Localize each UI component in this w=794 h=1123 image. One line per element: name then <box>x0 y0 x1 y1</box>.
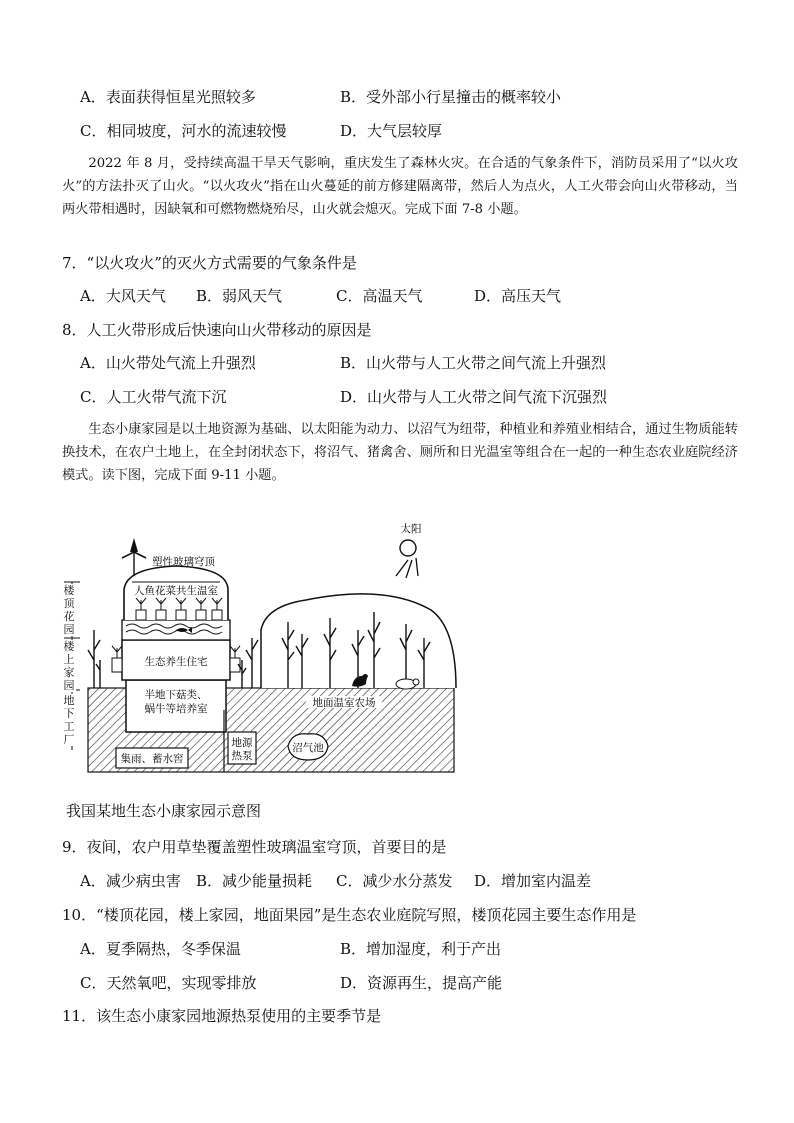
basement-label-2: 蜗牛等培养室 <box>144 703 208 715</box>
q10-option-a: A．夏季隔热，冬季保温 <box>80 940 241 958</box>
dome-label: 塑性玻璃穹顶 <box>152 556 215 568</box>
side-label-underground: 地下工厂 <box>63 694 75 746</box>
figure-caption: 我国某地生态小康家园示意图 <box>66 802 262 820</box>
q7-option-d: D．高压天气 <box>474 287 562 305</box>
q10-stem: 10．“楼顶花园，楼上家园，地面果园”是生态农业庭院写照，楼顶花园主要生态作用是 <box>62 906 637 924</box>
q11-stem: 11．该生态小康家园地源热泵使用的主要季节是 <box>62 1007 382 1025</box>
rain-label: 集雨、蓄水窖 <box>120 753 184 765</box>
q7-option-a: A．大风天气 <box>80 287 166 305</box>
biogas-label: 沼气池 <box>292 742 324 754</box>
q9-option-c: C．减少水分蒸发 <box>336 872 453 890</box>
heatpump-label-2: 热泵 <box>231 750 253 762</box>
q6-option-b: B．受外部小行星撞击的概率较小 <box>340 88 562 106</box>
q10-option-b: B．增加湿度，利于产出 <box>340 940 502 958</box>
side-label-rooftop: 楼顶花园 <box>63 584 75 636</box>
q9-stem: 9．夜间，农户用草垫覆盖塑性玻璃温室穹顶，首要目的是 <box>62 838 447 856</box>
q6-option-d: D．大气层较厚 <box>340 122 443 140</box>
q9-option-b: B．减少能量损耗 <box>196 872 313 890</box>
basement-label-1: 半地下菇类、 <box>144 689 208 701</box>
farm-label: 地面温室农场 <box>312 697 376 709</box>
sun-label: 太阳 <box>400 523 422 535</box>
q9-option-a: A．减少病虫害 <box>80 872 181 890</box>
q8-option-d: D．山火带与人工火带之间气流下沉强烈 <box>340 388 608 406</box>
greenhouse-label: 人鱼花菜共生温室 <box>134 585 218 597</box>
q9-option-d: D．增加室内温差 <box>474 872 592 890</box>
q10-option-d: D．资源再生，提高产能 <box>340 974 503 992</box>
passage-eco-home: 生态小康家园是以土地资源为基础、以太阳能为动力、以沼气为纽带，种植业和养殖业相结合，通过生物质能转换技术，在农户土地上，在全封闭状态下，将沼气、猪禽舍、厕所和日光温室等组合在一起的一种生态农业庭院经济模式。读下图，完成下面 9-11 小题。 <box>62 422 738 483</box>
q7-option-c: C．高温天气 <box>336 287 423 305</box>
q7-stem: 7．“以火攻火”的灭火方式需要的气象条件是 <box>62 254 357 272</box>
q10-option-c: C．天然氧吧，实现零排放 <box>80 974 257 992</box>
q6-option-a: A．表面获得恒星光照较多 <box>80 88 256 106</box>
q8-option-a: A．山火带处气流上升强烈 <box>80 354 256 372</box>
residence-label: 生态养生住宅 <box>144 656 208 668</box>
q8-stem: 8．人工火带形成后快速向山火带移动的原因是 <box>62 321 372 339</box>
q8-option-b: B．山火带与人工火带之间气流上升强烈 <box>340 354 607 372</box>
sun-icon <box>400 540 416 556</box>
side-label-upstairs: 楼上家园 <box>63 640 75 692</box>
q6-option-c: C．相同坡度，河水的流速较慢 <box>80 122 287 140</box>
eco-home-diagram <box>56 510 466 780</box>
passage-fire: 2022 年 8 月，受持续高温干旱天气影响，重庆发生了森林火灾。在合适的气象条件下，消防员采用了“以火攻火”的方法扑灭了山火。“以火攻火”指在山火蔓延的前方修建隔离带，然后人为点火，人工火带会向山火带移动，当两火带相遇时，因缺氧和可燃物燃烧殆尽，山火就会熄灭。完成下面 7-8 小题。 <box>62 156 738 217</box>
q7-option-b: B．弱风天气 <box>196 287 283 305</box>
heatpump-label-1: 地源 <box>231 737 253 749</box>
q8-option-c: C．人工火带气流下沉 <box>80 388 227 406</box>
